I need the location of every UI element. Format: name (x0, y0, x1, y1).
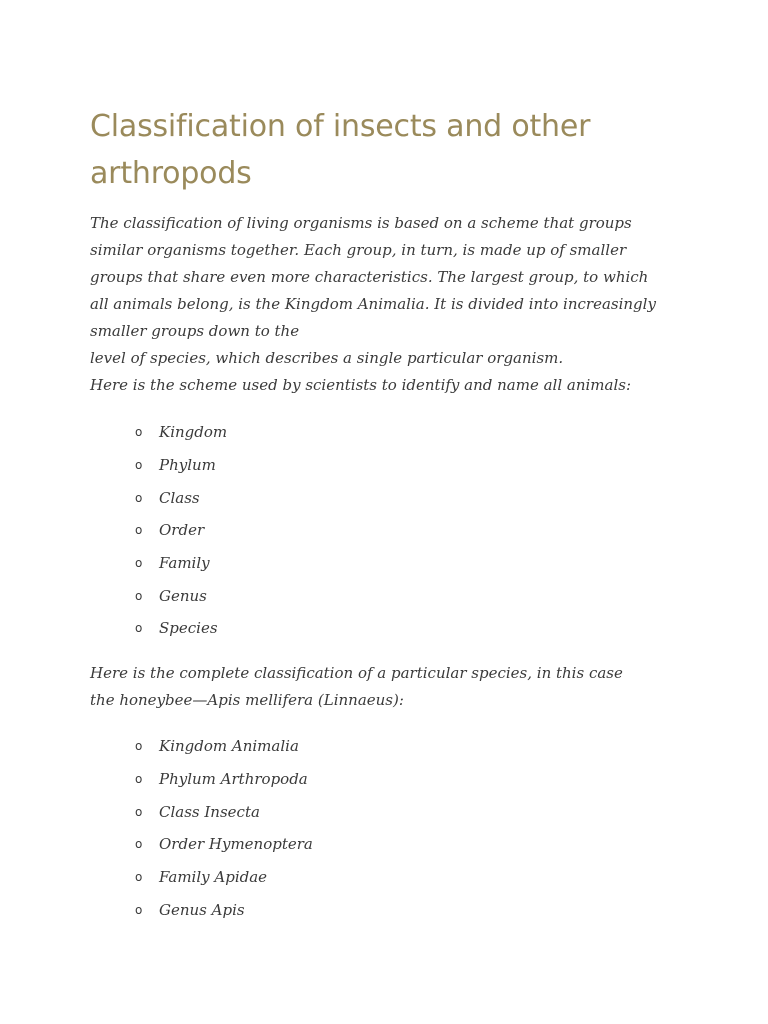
list-item (135, 828, 313, 861)
honeybee-rank-label: Family Apidae (159, 868, 268, 887)
bullet-icon: o (135, 588, 143, 603)
rank-label: Family (159, 554, 210, 573)
honeybee-rank-label: Order Hymenoptera (159, 835, 313, 854)
list-item (135, 579, 227, 612)
bullet-icon: o (135, 772, 143, 787)
bullet-icon: o (135, 523, 143, 538)
rank-label: Kingdom (159, 423, 228, 442)
bullet-icon: o (135, 870, 143, 885)
bullet-icon: o (135, 458, 143, 473)
example-line: Here is the complete classification of a particular species, in this case (90, 664, 623, 682)
honeybee-rank-label: Kingdom Animalia (159, 737, 299, 756)
example-line: the honeybee—Apis mellifera (Linnaeus): (90, 691, 404, 709)
bullet-icon: o (135, 556, 143, 571)
honeybee-rank-label: Class Insecta (159, 802, 260, 821)
rank-label: Phylum (159, 456, 216, 475)
list-item (135, 416, 227, 449)
list-item (135, 861, 313, 894)
bullet-icon: o (135, 621, 143, 636)
bullet-icon: o (135, 837, 143, 852)
intro-line: level of species, which describes a single particular organism. (90, 349, 564, 367)
list-item (135, 763, 313, 796)
honeybee-rank-label: Phylum Arthropoda (159, 770, 308, 789)
rank-label: Order (159, 521, 205, 540)
bullet-icon: o (135, 902, 143, 917)
list-item (135, 547, 227, 580)
list-item (135, 514, 227, 547)
intro-line: groups that share even more characteristics. The largest group, to which (90, 268, 649, 286)
rank-label: Class (159, 488, 200, 507)
honeybee-rank-label: Genus Apis (159, 900, 245, 919)
intro-line: Here is the scheme used by scientists to identify and name all animals: (90, 376, 632, 394)
bullet-icon: o (135, 425, 143, 440)
intro-line: smaller groups down to the (90, 322, 300, 340)
bullet-icon: o (135, 739, 143, 754)
honeybee-ranks-list (135, 730, 313, 926)
list-item (135, 893, 313, 926)
rank-label: Genus (159, 586, 207, 605)
ranks-list (135, 416, 227, 645)
example-paragraph (90, 660, 690, 714)
list-item (135, 730, 313, 763)
rank-label: Species (159, 619, 218, 638)
bullet-icon: o (135, 804, 143, 819)
intro-paragraph (90, 210, 690, 399)
list-item (135, 795, 313, 828)
intro-line: The classification of living organisms is based on a scheme that groups (90, 214, 632, 232)
intro-line: similar organisms together. Each group, in turn, is made up of smaller (90, 241, 627, 259)
intro-line: all animals belong, is the Kingdom Animalia. It is divided into increasingly (90, 295, 656, 313)
bullet-icon: o (135, 490, 143, 505)
list-item (135, 612, 227, 645)
list-item (135, 449, 227, 482)
list-item (135, 481, 227, 514)
document-title: Classification of insects and other arthropods (90, 109, 591, 191)
